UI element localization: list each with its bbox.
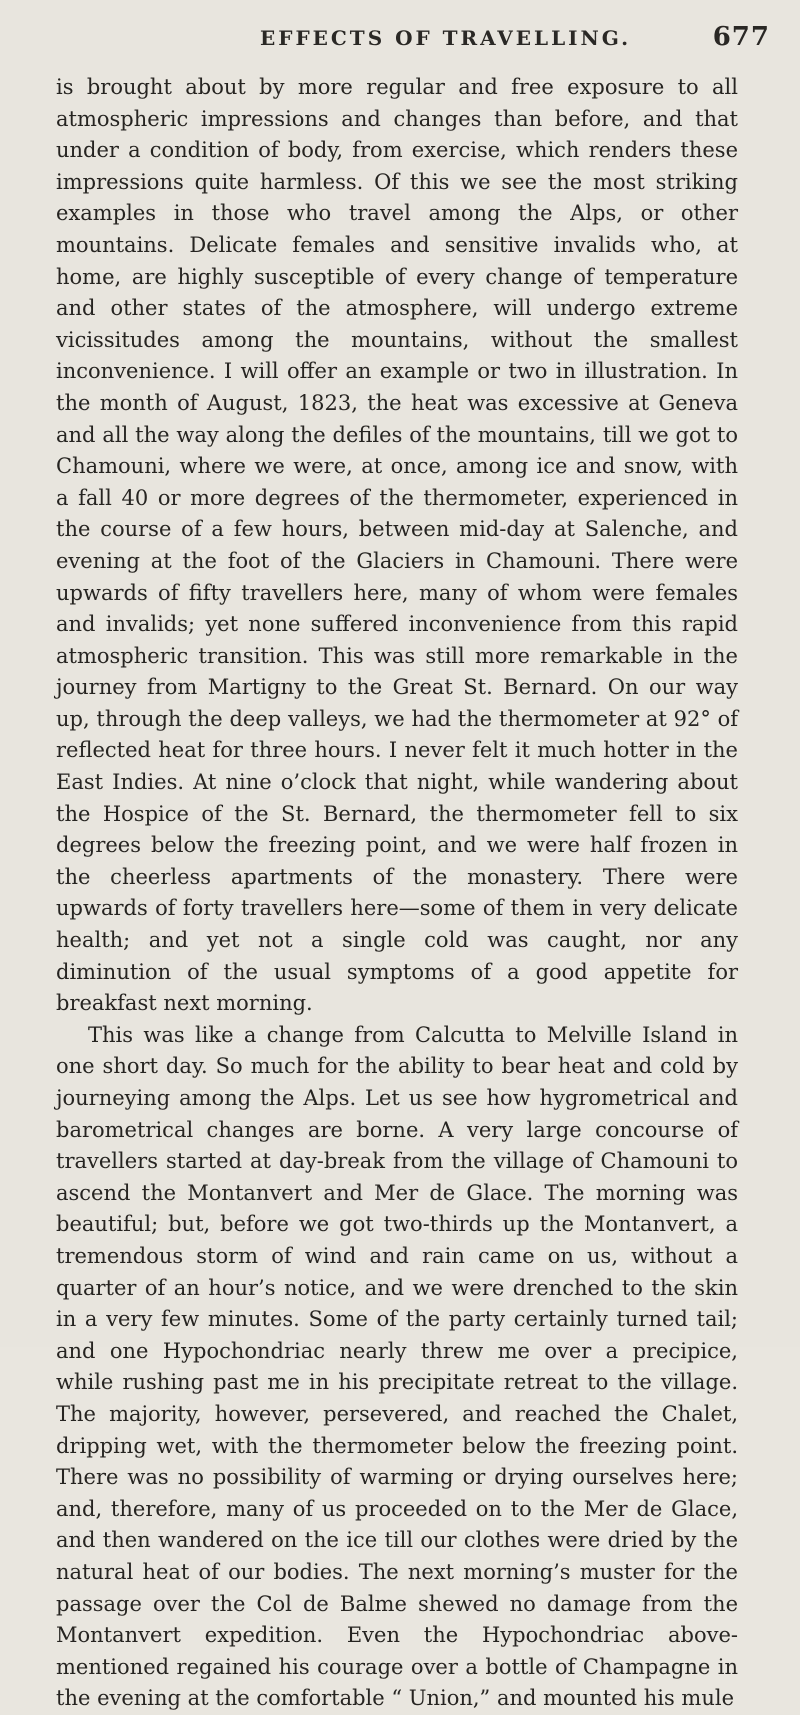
body-text xyxy=(56,72,738,1715)
running-header xyxy=(56,20,770,60)
paragraph: This was like a change from Calcutta to Melville Island in one short day. So much for the ability to bear heat and cold by journeying among the Alps. Let us see how hygrometrical and barometrical changes are borne. A very large concourse of travellers started at day-break from the village of Chamouni to ascend the Montanvert and Mer de Glace. The morning was beautiful; but, before we got two-thirds up the Montanvert, a tremendous storm of wind and rain came on us, without a quarter of an hour’s notice, and we were drenched to the skin in a very few minutes. Some of the party certainly turned tail; and one Hypochondriac nearly threw me over a precipice, while rushing past me in his precipitate retreat to the village. The majority, however, persevered, and reached the Chalet, dripping wet, with the thermometer below the freezing point. There was no possibility of warming or drying ourselves here; and, therefore, many of us proceeded on to the Mer de Glace, and then wandered on the ice till our clothes were dried by the natural heat of our bodies. The next morning’s muster for the passage over the Col de Balme shewed no damage from the Montanvert expedition. Even the Hypochondriac above-mentioned regained his courage over a bottle of Champagne in the evening at the comfortable “ Union,” and mounted his mule xyxy=(56,1022,738,1711)
page-number: 677 xyxy=(712,22,770,52)
paragraph-continued: is brought about by more regular and free exposure to all atmospheric impressions and changes than before, and that under a condition of body, from exercise, which renders these impressions quite harmless. Of this we see the most striking examples in those who travel among the Alps, or other mountains. Delicate females and sensitive invalids who, at home, are highly susceptible of every change of temperature and other states of the atmosphere, will undergo extreme vicissitudes among the mountains, without the smallest inconvenience. I will offer an example or two in illustration. In the month of August, 1823, the heat was excessive at Geneva and all the way along the defiles of the mountains, till we got to Chamouni, where we were, at once, among ice and snow, with a fall 40 or more degrees of the thermometer, experienced in the course of a few hours, between mid-day at Salenche, and evening at the foot of the Glaciers in Chamouni. There were upwards of fifty travellers here, many of whom were females and invalids; yet none suffered inconvenience from this rapid atmospheric transition. This was still more remarkable in the journey from Martigny to the Great St. Bernard. On our way up, through the deep valleys, we had the thermometer at 92° of reflected heat for three hours. I never felt it much hotter in the East Indies. At nine o’clock that night, while wandering about the Hospice of the St. Bernard, the thermometer fell to six degrees below the freezing point, and we were half frozen in the cheerless apartments of the monastery. There were upwards of forty travellers here—some of them in very delicate health; and yet not a single cold was caught, nor any diminution of the usual symptoms of a good appetite for breakfast next morning. xyxy=(56,75,738,1016)
running-title: EFFECTS OF TRAVELLING. xyxy=(260,26,632,50)
